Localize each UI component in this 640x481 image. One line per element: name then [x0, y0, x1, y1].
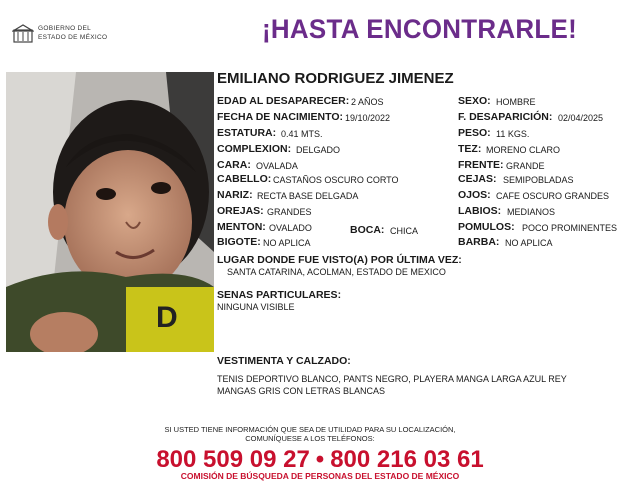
- barba-value: NO APLICA: [505, 238, 553, 248]
- fecha-nacimiento-value: 19/10/2022: [345, 113, 391, 123]
- clothing-line2: MANGAS GRIS CON LETRAS BLANCAS: [217, 386, 386, 396]
- ojos-label: OJOS:: [458, 189, 491, 201]
- boca-label: BOCA:: [350, 224, 385, 236]
- phone-number-2[interactable]: 800 216 03 61: [330, 446, 484, 473]
- bigote-label: BIGOTE:: [217, 236, 261, 248]
- cara-label: CARA:: [217, 159, 251, 171]
- barba-label: BARBA:: [458, 236, 500, 248]
- boca-value: CHICA: [390, 226, 419, 236]
- edad-label: EDAD AL DESAPARECER:: [217, 95, 350, 107]
- last-seen-value: SANTA CATARINA, ACOLMAN, ESTADO DE MEXICO: [227, 267, 446, 277]
- orejas-value: GRANDES: [267, 207, 312, 217]
- cejas-value: SEMIPOBLADAS: [503, 175, 574, 185]
- headline: ¡HASTA ENCONTRARLE!: [262, 14, 578, 44]
- pomulos-label: POMULOS:: [458, 221, 515, 233]
- nariz-label: NARIZ:: [217, 189, 253, 201]
- clothing-line1: TENIS DEPORTIVO BLANCO, PANTS NEGRO, PLAYERA MANGA LARGA AZUL REY: [217, 374, 567, 384]
- fecha-desaparicion-value: 02/04/2025: [558, 113, 604, 123]
- marks-label: SENAS PARTICULARES:: [217, 289, 342, 301]
- frente-label: FRENTE:: [458, 159, 504, 171]
- orejas-label: OREJAS:: [217, 205, 264, 217]
- person-name: EMILIANO RODRIGUEZ JIMENEZ: [217, 70, 454, 87]
- marks-value: NINGUNA VISIBLE: [217, 302, 295, 312]
- labios-label: LABIOS:: [458, 205, 502, 217]
- phone-number-1[interactable]: 800 509 09 27: [156, 446, 310, 473]
- fecha-desaparicion-label: F. DESAPARICIÓN:: [458, 111, 553, 123]
- sexo-label: SEXO:: [458, 95, 491, 107]
- state-emblem-icon: [12, 24, 34, 44]
- clothing-label: VESTIMENTA Y CALZADO:: [217, 355, 351, 367]
- complexion-value: DELGADO: [296, 145, 341, 155]
- cejas-label: CEJAS:: [458, 173, 497, 185]
- tez-label: TEZ:: [458, 143, 482, 155]
- bigote-value: NO APLICA: [263, 238, 311, 248]
- sexo-value: HOMBRE: [496, 97, 536, 107]
- fecha-nacimiento-label: FECHA DE NACIMIENTO:: [217, 111, 343, 123]
- person-photo: [6, 72, 214, 352]
- estatura-value: 0.41 MTS.: [281, 129, 323, 139]
- edad-value: 2 AÑOS: [351, 97, 384, 107]
- tez-value: MORENO CLARO: [486, 145, 561, 155]
- estatura-label: ESTATURA:: [217, 127, 277, 139]
- pomulos-value: POCO PROMINENTES: [522, 223, 618, 233]
- gov-name-line1: GOBIERNO DEL: [38, 25, 92, 32]
- menton-value: OVALADO: [269, 223, 312, 233]
- cara-value: OVALADA: [256, 161, 298, 171]
- phone-separator: •: [315, 446, 325, 473]
- menton-label: MENTON:: [217, 221, 266, 233]
- last-seen-label: LUGAR DONDE FUE VISTO(A) POR ÚLTIMA VEZ:: [217, 254, 462, 266]
- peso-value: 11 KGS.: [496, 129, 530, 139]
- cabello-value: CASTAÑOS OSCURO CORTO: [273, 175, 399, 185]
- contact-info-line2: COMUNÍQUESE A LOS TELÉFONOS:: [245, 434, 375, 443]
- contact-info-line1: SI USTED TIENE INFORMACIÓN QUE SEA DE UTILIDAD PARA SU LOCALIZACIÓN,: [164, 425, 456, 434]
- child-portrait-image: [6, 72, 214, 352]
- commission-footer: COMISIÓN DE BÚSQUEDA DE PERSONAS DEL ESTADO DE MÉXICO: [180, 471, 460, 481]
- gov-name-line2: ESTADO DE MÉXICO: [38, 34, 108, 41]
- peso-label: PESO:: [458, 127, 491, 139]
- phone-numbers: [0, 446, 640, 474]
- frente-value: GRANDE: [506, 161, 545, 171]
- ojos-value: CAFE OSCURO GRANDES: [496, 191, 610, 201]
- complexion-label: COMPLEXION:: [217, 143, 292, 155]
- cabello-label: CABELLO:: [217, 173, 272, 185]
- svg-text:D: D: [156, 301, 178, 334]
- government-logo: [12, 24, 122, 46]
- labios-value: MEDIANOS: [507, 207, 556, 217]
- nariz-value: RECTA BASE DELGADA: [257, 191, 359, 201]
